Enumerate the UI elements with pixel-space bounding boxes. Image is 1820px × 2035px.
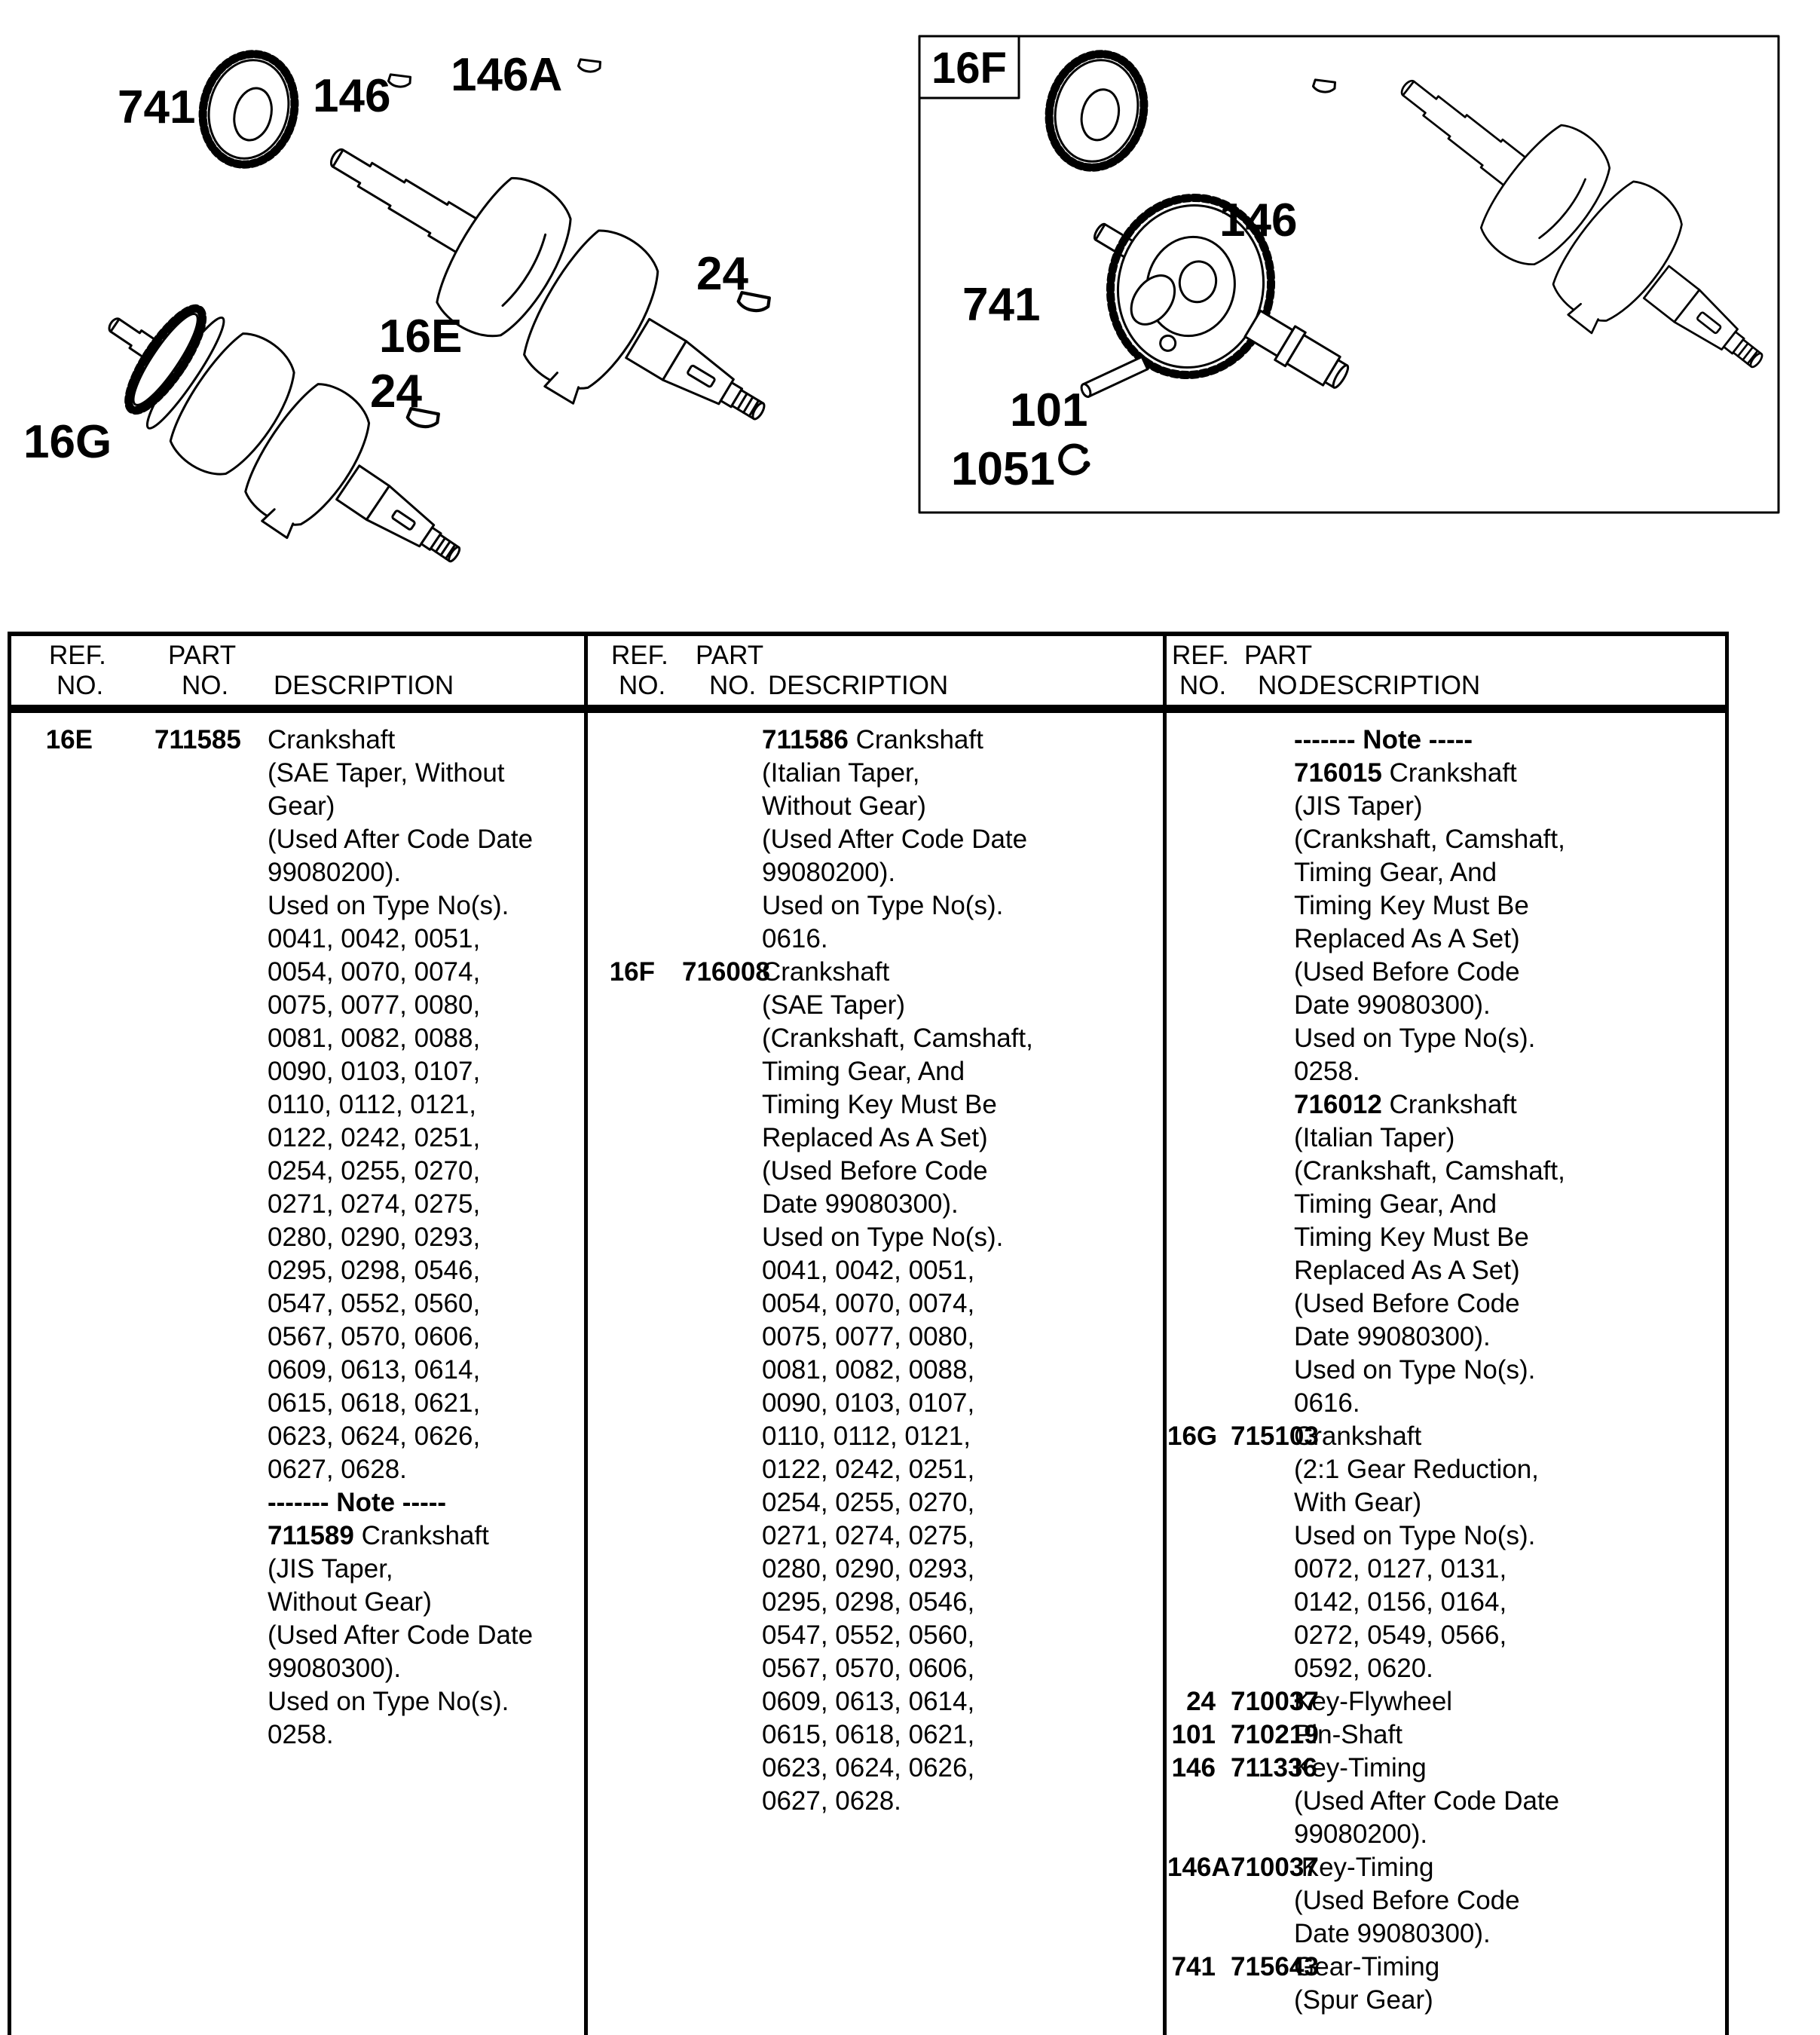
description-line: ------- Note ----- [1294, 725, 1473, 754]
table-row [11, 724, 584, 1752]
label-16e: 16E [379, 311, 463, 363]
description-line: 711589 Crankshaft [268, 1521, 489, 1550]
description-line: Date 99080300). [1294, 990, 1491, 1020]
table-right-border [1725, 632, 1729, 2035]
description-line: Timing Gear, And [1294, 1189, 1497, 1219]
description-line: (Used Before Code [762, 1156, 988, 1186]
description-cell [1294, 1718, 1725, 1752]
ref-no-cell: 16F [609, 957, 655, 987]
part-no-cell: 710037 [1231, 1853, 1319, 1882]
description-line: 0547, 0552, 0560, [268, 1289, 481, 1318]
description-line: Replaced As A Set) [1294, 924, 1520, 953]
description-cell [1294, 1951, 1725, 2017]
description-line: Key-Timing [1294, 1753, 1427, 1783]
description-line: (Used After Code Date [268, 825, 534, 854]
description-cell [762, 724, 1163, 956]
header-ref: REF. [611, 641, 668, 670]
description-line: 0254, 0255, 0270, [762, 1488, 975, 1517]
description-line: ------- Note ----- [268, 1488, 447, 1517]
description-line: Date 99080300). [762, 1189, 959, 1219]
table-column-2 [589, 632, 1163, 2035]
part-no-cell: 710037 [1231, 1687, 1319, 1716]
parts-table [8, 632, 1729, 2035]
label-16g: 16G [23, 416, 112, 468]
description-line: Key-Flywheel [1294, 1687, 1453, 1716]
description-line: 0609, 0613, 0614, [268, 1355, 481, 1385]
description-line: (Crankshaft, Camshaft, [762, 1024, 1033, 1053]
description-line: 0081, 0082, 0088, [762, 1355, 975, 1385]
description-line: Replaced As A Set) [1294, 1256, 1520, 1285]
column-body [589, 724, 1163, 1818]
ref-no-cell: 741 [1171, 1952, 1216, 1981]
description-line: Key-Timing [1294, 1853, 1434, 1882]
description-line: Timing Gear, And [762, 1057, 965, 1086]
header-description: DESCRIPTION [768, 671, 949, 700]
table-row [1167, 1420, 1725, 1685]
description-line: 0272, 0549, 0566, [1294, 1620, 1507, 1650]
description-line: Pin-Shaft [1294, 1720, 1402, 1749]
description-line: 0295, 0298, 0546, [762, 1587, 975, 1617]
ref-no-cell: 146 [1171, 1753, 1216, 1783]
description-line: 0110, 0112, 0121, [268, 1090, 477, 1119]
description-line: (JIS Taper) [1294, 791, 1423, 821]
table-row [1167, 1718, 1725, 1752]
label-146a-left: 146A [451, 49, 563, 101]
description-cell [1294, 1851, 1725, 1951]
description-line: 0280, 0290, 0293, [762, 1554, 975, 1584]
description-line: 0547, 0552, 0560, [762, 1620, 975, 1650]
header-part-no: NO. [709, 671, 757, 700]
description-line: 0295, 0298, 0546, [268, 1256, 481, 1285]
part-no-cell: 711585 [154, 725, 241, 754]
label-16f-box: 16F [931, 44, 1007, 93]
description-line: 0122, 0242, 0251, [268, 1123, 481, 1152]
description-line: (Spur Gear) [1294, 1985, 1433, 2015]
description-line: (JIS Taper, [268, 1554, 393, 1584]
description-line: 716015 Crankshaft [1294, 758, 1517, 788]
timing-gear-741-drawing [191, 44, 306, 175]
table-column-separator-1 [584, 632, 588, 2035]
header-part-no: NO. [1258, 671, 1305, 700]
header-part: PART [168, 641, 237, 670]
description-line: Used on Type No(s). [268, 891, 509, 920]
header-part: PART [696, 641, 764, 670]
description-cell [1294, 724, 1725, 1420]
column-body [1167, 724, 1725, 2017]
ref-no-cell: 146A [1167, 1853, 1231, 1882]
description-line: (Used After Code Date [1294, 1786, 1560, 1816]
pin-shaft-101-icon [1080, 355, 1152, 398]
description-line: 0623, 0624, 0626, [268, 1421, 481, 1451]
table-row [1167, 724, 1725, 1420]
description-line: 0616. [762, 924, 828, 953]
key-timing-146-right-icon [1312, 76, 1336, 95]
description-line: Gear) [268, 791, 335, 821]
crankshaft-16f-drawing [1355, 28, 1803, 425]
header-part: PART [1244, 641, 1313, 670]
description-line: Crankshaft [762, 957, 890, 987]
description-line: 0627, 0628. [268, 1455, 407, 1484]
ref-no-cell: 101 [1171, 1720, 1216, 1749]
description-line: 99080200). [762, 858, 896, 887]
description-line: 0627, 0628. [762, 1786, 901, 1816]
description-cell [1294, 1685, 1725, 1718]
part-no-cell: 715103 [1231, 1421, 1319, 1451]
description-line: 99080200). [1294, 1819, 1428, 1849]
description-line: Timing Key Must Be [1294, 891, 1529, 920]
description-line: 0258. [1294, 1057, 1360, 1086]
description-line: 0090, 0103, 0107, [762, 1388, 975, 1418]
description-line: (Italian Taper) [1294, 1123, 1455, 1152]
label-741-right: 741 [962, 279, 1041, 331]
header-description: DESCRIPTION [1300, 671, 1481, 700]
description-line: (2:1 Gear Reduction, [1294, 1455, 1539, 1484]
column-body [11, 724, 584, 1752]
description-line: Crankshaft [268, 725, 396, 754]
retaining-ring-1051-icon [1060, 446, 1089, 473]
label-24-top: 24 [696, 248, 748, 300]
description-line: Used on Type No(s). [1294, 1355, 1536, 1385]
description-line: Timing Key Must Be [762, 1090, 997, 1119]
description-line: (SAE Taper, Without [268, 758, 505, 788]
description-line: 0054, 0070, 0074, [268, 957, 481, 987]
description-line: Timing Gear, And [1294, 858, 1497, 887]
description-line: 0072, 0127, 0131, [1294, 1554, 1507, 1584]
label-101: 101 [1010, 384, 1088, 436]
table-row [1167, 1851, 1725, 1951]
table-column-1 [11, 632, 584, 2035]
header-ref: REF. [1172, 641, 1229, 670]
description-line: 0271, 0274, 0275, [762, 1521, 975, 1550]
description-line: 0110, 0112, 0121, [762, 1421, 971, 1451]
description-line: Used on Type No(s). [1294, 1024, 1536, 1053]
key-timing-146-icon [387, 71, 411, 90]
description-line: Used on Type No(s). [762, 891, 1004, 920]
description-line: Used on Type No(s). [762, 1223, 1004, 1252]
label-146-right: 146 [1219, 194, 1298, 246]
description-line: 0075, 0077, 0080, [268, 990, 481, 1020]
ref-no-cell: 16E [45, 725, 93, 754]
description-line: 0280, 0290, 0293, [268, 1223, 481, 1252]
part-no-cell: 711336 [1231, 1753, 1317, 1783]
key-timing-146a-icon [577, 56, 601, 75]
header-part-no: NO. [182, 671, 229, 700]
description-line: 0615, 0618, 0621, [762, 1720, 975, 1749]
description-line: (Used After Code Date [762, 825, 1028, 854]
description-cell [268, 724, 584, 1752]
description-cell [1294, 1752, 1725, 1851]
description-line: Date 99080300). [1294, 1322, 1491, 1351]
description-line: (Used After Code Date [268, 1620, 534, 1650]
description-line: 0081, 0082, 0088, [268, 1024, 481, 1053]
description-line: 0254, 0255, 0270, [268, 1156, 481, 1186]
header-description: DESCRIPTION [274, 671, 454, 700]
description-line: Gear-Timing [1294, 1952, 1440, 1981]
table-column-separator-2 [1163, 632, 1167, 2035]
description-line: Crankshaft [1294, 1421, 1422, 1451]
label-741-left: 741 [118, 81, 196, 133]
description-line: 0616. [1294, 1388, 1360, 1418]
table-row [589, 724, 1163, 956]
description-line: Timing Key Must Be [1294, 1223, 1529, 1252]
description-line: Without Gear) [268, 1587, 432, 1617]
description-line: (Crankshaft, Camshaft, [1294, 1156, 1565, 1186]
description-line: 716012 Crankshaft [1294, 1090, 1517, 1119]
part-no-cell: 710219 [1231, 1720, 1319, 1749]
description-line: 0623, 0624, 0626, [762, 1753, 975, 1783]
description-line: Used on Type No(s). [1294, 1521, 1536, 1550]
header-ref-no: NO. [57, 671, 104, 700]
table-column-3 [1167, 632, 1725, 2035]
header-ref: REF. [49, 641, 106, 670]
description-line: (Crankshaft, Camshaft, [1294, 825, 1565, 854]
description-line: Used on Type No(s). [268, 1687, 509, 1716]
description-line: (Italian Taper, [762, 758, 920, 788]
description-line: 0592, 0620. [1294, 1654, 1433, 1683]
label-24-bottom: 24 [370, 366, 422, 418]
label-146-left: 146 [313, 70, 391, 122]
table-row [589, 956, 1163, 1818]
description-line: (Used Before Code [1294, 1886, 1520, 1915]
description-line: (Used Before Code [1294, 957, 1520, 987]
label-1051: 1051 [951, 443, 1055, 495]
description-line: 0122, 0242, 0251, [762, 1455, 975, 1484]
description-cell [1294, 1420, 1725, 1685]
description-line: 0075, 0077, 0080, [762, 1322, 975, 1351]
part-no-cell: 715643 [1231, 1952, 1319, 1981]
description-line: Date 99080300). [1294, 1919, 1491, 1948]
description-line: 0090, 0103, 0107, [268, 1057, 481, 1086]
description-line: 0041, 0042, 0051, [762, 1256, 975, 1285]
header-ref-no: NO. [619, 671, 666, 700]
description-line: Without Gear) [762, 791, 926, 821]
description-line: 99080200). [268, 858, 402, 887]
table-row [1167, 1951, 1725, 2017]
description-line: 0615, 0618, 0621, [268, 1388, 481, 1418]
description-line: 0054, 0070, 0074, [762, 1289, 975, 1318]
description-line: (SAE Taper) [762, 990, 905, 1020]
description-line: 0041, 0042, 0051, [268, 924, 481, 953]
description-line: 0142, 0156, 0164, [1294, 1587, 1507, 1617]
description-line: 0567, 0570, 0606, [762, 1654, 975, 1683]
part-no-cell: 716008 [682, 957, 770, 987]
description-line: Replaced As A Set) [762, 1123, 988, 1152]
ref-no-cell: 16G [1167, 1421, 1218, 1451]
ref-no-cell: 24 [1186, 1687, 1216, 1716]
description-cell [762, 956, 1163, 1818]
header-ref-no: NO. [1179, 671, 1227, 700]
table-row [1167, 1685, 1725, 1718]
description-line: (Used Before Code [1294, 1289, 1520, 1318]
timing-gear-741-right-drawing [1037, 44, 1155, 177]
description-line: 0271, 0274, 0275, [268, 1189, 481, 1219]
table-row [1167, 1752, 1725, 1851]
description-line: 99080300). [268, 1654, 402, 1683]
description-line: With Gear) [1294, 1488, 1422, 1517]
description-line: 711586 Crankshaft [762, 725, 983, 754]
description-line: 0258. [268, 1720, 334, 1749]
description-line: 0609, 0613, 0614, [762, 1687, 975, 1716]
description-line: 0567, 0570, 0606, [268, 1322, 481, 1351]
